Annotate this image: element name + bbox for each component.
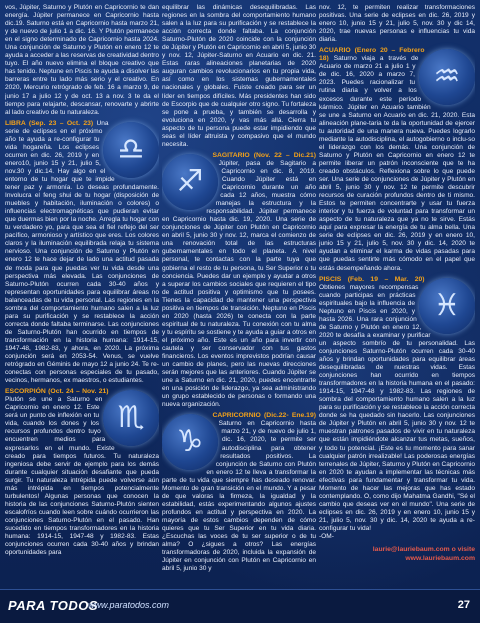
sign-name-escorpion: ESCORPIÓN — [5, 388, 46, 396]
sign-text-escorpion: Plutón se une a Saturno en Capricornio en enero 12. Este será un punto de inflexión en tu vida, cuando los dones y los recursos profundos dentro tuyo encuentren medios para expresarlos en el mundo. Existe creado para tiempos futuros. Tu naturaleza ingeniosa debe servir de ejemplo para los demás durante cualquier situación desafiante que pueda surgir. Tu naturaleza intrépida puede volverse aún más intrépida en tiempos potencialmente turbulentos! Algunas personas que conocen la historia de las conjunciones Saturno-Plutón sienten escalofríos cuando leen sobre cuándo ocurrieron las conjunciones Saturno-Plutón en el pasado. Han sucedido en tiempos transformadores en la historia humana: 1914-15, 1947-48 y 1982-83. Estas conjunciones ocurren cada 30-40 años y brindan oportunidades para — [5, 396, 159, 557]
page-number: 27 — [457, 599, 470, 611]
sign-section-acuario — [319, 47, 475, 272]
sign-dates-sagitario: (Nov. 22 – Dic.21) — [253, 151, 316, 159]
sign-dates-capricornio: (Dic.22- Ene.19) — [264, 412, 316, 420]
sign-dates-acuario: (Enero 20 – Febrero 18) — [319, 47, 425, 63]
column-2 — [162, 4, 316, 588]
libra-glyph-icon: ♎ — [103, 122, 159, 178]
sign-heading — [212, 412, 316, 419]
sign-dates-libra: (Sep. 23 – Oct. 23) — [28, 119, 94, 127]
sign-text-libra: Una serie de eclipses en el próximo año te ayuda a re-configurar tu vida hogareña. Los eclipses ocurren en dic. 26, 2019 y en enero10, junio 15 y 21, julio 5, nov.30 y dic.14. Hay algo en el entorno de tu hogar que te impide tener paz y armonía. Lo deseas profundamente. Involucra el feng shui de tu hogar (disposición de muebles y habitación, iluminación o colores) o influencias electromagnéticas que pudieran evitar que duermas bien por la noche. Arregla tu hogar con tu verdadero yo, para que sea el fiel reflejo del ser pacífico, armonioso y artístico que eres. Los colores claros y la iluminación equilibrada relaja tu sistema nervioso. Una conjunción de Saturno y Plutón en enero 12 te hace dejar de lado una actitud pasada de moda para que puedas ver tu vida desde una perspectiva más elevada. Las conjunciones de Saturno-Plutón ocurren cada 30-40 años y representan oportunidades para equilibrar áreas no balanceadas de tu vida personal. Las regiones en la sombra del comportamiento humano salen a la luz para su purificación y se restablece la acción correcta donde faltaba terminarse. Las conjunciones de Saturno-Plutón han ocurrido en tiempos de transformación en la historia humana: 1914-15, 1947-48, 1982-83, y ahora, en 2020. La próxima conjunción será en 2053-54. Venus, se vuelve retrógrado en Géminis de mayo 12 a junio 24. Te re-conectas con personas especiales de tu pasado, vecinos, hermanos, ex maestros, o estudiantes. — [5, 119, 159, 385]
sign-section-libra — [5, 120, 159, 386]
sign-dates-piscis: (Feb. 19 – Mar. 20) — [347, 275, 425, 283]
capricorn-glyph-icon: ♑ — [162, 414, 218, 470]
sign-section-piscis — [319, 276, 475, 564]
sign-text-acuario: Saturno viaja a través de Acuario de marzo 21 a julio 1 y de dic. 16, 2020 a marzo 7, 2023. Puedes racionalizar tu rutina diaria y volver a los excesos durante este período kármico. Júpiter en Acuario también se une a Saturno en Acuario en dic. 21, 2020. Esta alineación plane-taria te da la oportunidad de ejercer tu autoridad de una manera nueva. Puedes lograrlo mediante la autodisciplina, el autogobierno o inclu-so el liderazgo con los demás. Una conjunción de Saturno y Plutón en Capricornio en enero 12 te permite liberar un patrón inconsciente que te ha creado obstáculos. Reflexiona sobre lo que puede ser. Una serie de conjunciones de Júpiter y Plutón en abril 5, junio 30 y nov. 12 te permite descubrir recursos de curación profundos dentro de ti mismo. Estos te permiten concentrarte y usar tu fuerza interior y tu fuerza de voluntad para transformar un aspecto de tu naturaleza que ya no te sirve. Estás aquí para expresar la energía de tu alma bella. Una serie de eclipses en dic. 26, 2019 y en enero 10, junio 15 y 21, julio 5, nov. 30 y dic. 14, 2020 te ayudan a eliminar el karma de vidas pasadas para que puedas sentirte más cómodo en el papel que estás desempeñando ahora. — [319, 55, 475, 272]
contact-block — [319, 545, 475, 563]
sign-name-sagitario: SAGITARIO — [212, 151, 250, 159]
sign-text-capricornio: Saturno en Capricornio hasta marzo 21, y de nuevo de julio 1, dic. 16, 2020, te permite ser autodisciplina para obtener resultados positivos. La conjunción de Saturno con Plutón en enero 12 te lleva a transformar la parte de tu vida que siempre has deseado renovar. Momento de gran transición en el mundo. Y a pesar de que valoras la firmeza, la igualdad y la estabilidad, estás experimentando algunos ajustes profundos en actitud y perspectiva en 2020. La mayoría de estos cambios dependen de cómo quieres que tu Ser Superior en tu vida diaria. ¿Escuchas las voces de tu ser superior o de tu alma? O ¿sigues a otros? Las energías transformadoras de 2020, incluida la expansión de Júpiter en conjunción con Plutón en Capricornio en abril 5, junio 30 y — [162, 420, 316, 573]
column-1 — [5, 4, 159, 588]
sign-name-piscis: PISCIS — [319, 275, 342, 283]
pisces-glyph-icon: ♓ — [419, 278, 475, 334]
sign-text-sagitario: Júpiter, pasa de Sagitario a Capricornio en dic. 8, 2019. Cuando Júpiter está en Capricornio durante un año cada 12 años, muestra cómo manejas la estructura y la responsabilidad. Júpiter permanece en Capricornio hasta dic. 19, 2020. Una serie de conjunciones de Júpiter con Plutón en Capricornio en abril 5, junio 30 y nov. 12, marca el comienzo de una renovación total de las estructuras gubernamentales en todo el planeta. A nivel personal, te contactas con la parte tuya que gobierna el resto de tu persona, tu Ser Superior o tu conciencia. Puedes dar un ejemplo y ayudar a otros a superar los cambios sociales que requieren el tipo de actitud positiva y optimismo que tu posees. Tienes la capacidad de mantener una perspectiva positiva en tiempos de transición. Neptuno en Piscis en 2020 (hasta 2026) te conecta con la parte espiritual de tu naturaleza. Tu conexión con tu alma y tu espíritu se sostiene y te ayuda a guiar a otros en el próximo año. Este es un año para invertir con cautela y ser conservador con tus gastos financieros. Los eventos imprevistos podrían causar un cambio de planes, pero las nuevas direcciones serán mejores que las anteriores. Cuando Júpiter se une a Saturno en dic. 21, 2020, puedes encontrarte en una posición de liderazgo, ya sea administrando un grupo establecido de personas o formando una nueva organización. — [162, 159, 316, 409]
sign-heading — [212, 152, 316, 159]
capricornio-continuation: nov. 12, te permiten realizar transformaciones positivas. Una serie de eclipses en dic. 26, 2019 y enero 10, junio 15 y 21, julio 5, nov. 30 y dic 14, 2020, trae nuevas personas e influencias tu vida diaria. — [319, 4, 475, 44]
aquarius-glyph-icon: ♒ — [419, 49, 475, 105]
sign-heading — [5, 388, 109, 395]
sign-text-piscis: Obtienes mayores recompensas cuando participas en prácticas espirituales bajo la influencia de Neptuno en Piscis en 2020, y hasta 2026. Una rara conjunción de Saturno y Plutón en enero 12, 2020 te desafía a examinar y purificar un aspecto sombrío de tu personalidad. Las conjunciones Saturno-Plutón ocurren cada 30-40 años y brindan oportunidades para equilibrar áreas desequilibradas de nuestras vidas. Estas conjunciones han ocurrido en tiempos transformadores en la historia humana en el pasado: 1914-15, 1947-48 y 1982-83. Las regiones de sombra del comportamiento humano salen a la luz para su purificación y se restablece la acción correcta donde se ha quedado sin hacerlo. Las conjunciones de Júpiter y Plutón en abril 5, junio 30 y nov. 12 te muestran patrones pasados de vivir en tu naturaleza que están impidiéndote alcanzar tus metas, sueños, y todo tu potencial. ¡Este es tu momento para sanar cualquier patrón irrealizable! Las poderosas energías terrenales de Júpiter, Saturno y Plutón en Capricornio en 2020 te ayudan a implementar las técnicas más efectivas para fundamentar y transformar tu vida. Momento de hacer las mejoras que has estado contemplando. O, como dijo Mahatma Gandhi, "Sé el cambio que deseas ver en el mundo". Una serie de eclipses en dic. 26, 2019 y en enero 10, junio 15 y 21, julio 5, nov. 30 y dic. 14, 2020 te ayuda a re-configurar tu vida! — [319, 283, 475, 532]
sign-section-escorpion — [5, 388, 159, 557]
intro-paragraph: vos, Júpiter, Saturno y Plutón en Capricornio te dan energía. Júpiter permanece en Capricornio hasta dic.19. Saturno está en Capricornio hasta marzo 21, y de nuevo de julio 1 a dic. 16. Y Plutón permanece en el signo determinado de Capricornio hasta 2024. Una conjunción de Saturno y Plutón en enero 12 te ayuda a acceder a las reservas de creatividad dentro tuyo. El año nuevo elimina el bloque creativo que has tenido. Neptune en Piscis te ayuda a disolver las barreras entre tu lado más serio y el creativo. En 2020, Mercurio retrógrado de feb. 16 a marzo 9, de junio 17 a julio 12 y de oct. 13 a nov. 3 te da el tiempo para relajarte, descansar, renovarte y abrirte al lado creativo de tu naturaleza. — [5, 4, 159, 116]
page-footer — [0, 589, 480, 623]
contact-email-link[interactable]: laurie@lauriebaum.com o visite — [372, 546, 475, 554]
scorpio-glyph-icon: ♏ — [103, 390, 159, 446]
contact-website-link[interactable]: www.lauriebaum.com — [405, 555, 475, 563]
sign-section-sagitario — [162, 152, 316, 410]
footer-brand: PARA TODOS — [8, 598, 98, 613]
sign-section-capricornio — [162, 412, 316, 573]
sagittarius-glyph-icon: ♐ — [162, 154, 218, 210]
sign-heading — [319, 276, 425, 283]
sign-name-libra: LIBRA — [5, 119, 26, 127]
signature: -OM- — [319, 533, 334, 541]
sign-name-acuario: ACUARIO — [319, 47, 351, 55]
footer-website-link[interactable]: www.paratodos.com — [88, 600, 170, 610]
escorpion-continuation: equilibrar las dinámicas desequilibradas. Las regiones en la sombra del comportamiento humano salen a la luz para su purificación y se restablece la acción correcta donde faltaba. La conjunción Saturno-Plutón de 2020 coincide con la conjunción de Júpiter y Plutón en Capricornio en abril 5, junio 30 y nov. 12, Júpiter-Saturno en Acuario en dic. 21. Estas raras alineaciones planetarias de 2020 auguran cambios revolucionarios en tu propia vida, así como en los sistemas gubernamentales nacionales y globales. Fuiste creado para ser un líder en tiempos difíciles. Más presidentes han sido de Escorpio que de cualquier otro signo. Tu fortaleza se pone a prueba, y también se desarrolla y evoluciona en 2020, y vas más allá. Cierra tu aspecto de tu persona puede estar impidiendo que seas el líder altruista y compasivo que el mundo necesita. — [162, 4, 316, 148]
sign-name-capricornio: CAPRICORNIO — [212, 412, 261, 420]
column-3 — [319, 4, 475, 588]
sign-dates-escorpion: (Oct. 24 – Nov. 21) — [48, 388, 109, 396]
sign-heading — [5, 120, 97, 127]
